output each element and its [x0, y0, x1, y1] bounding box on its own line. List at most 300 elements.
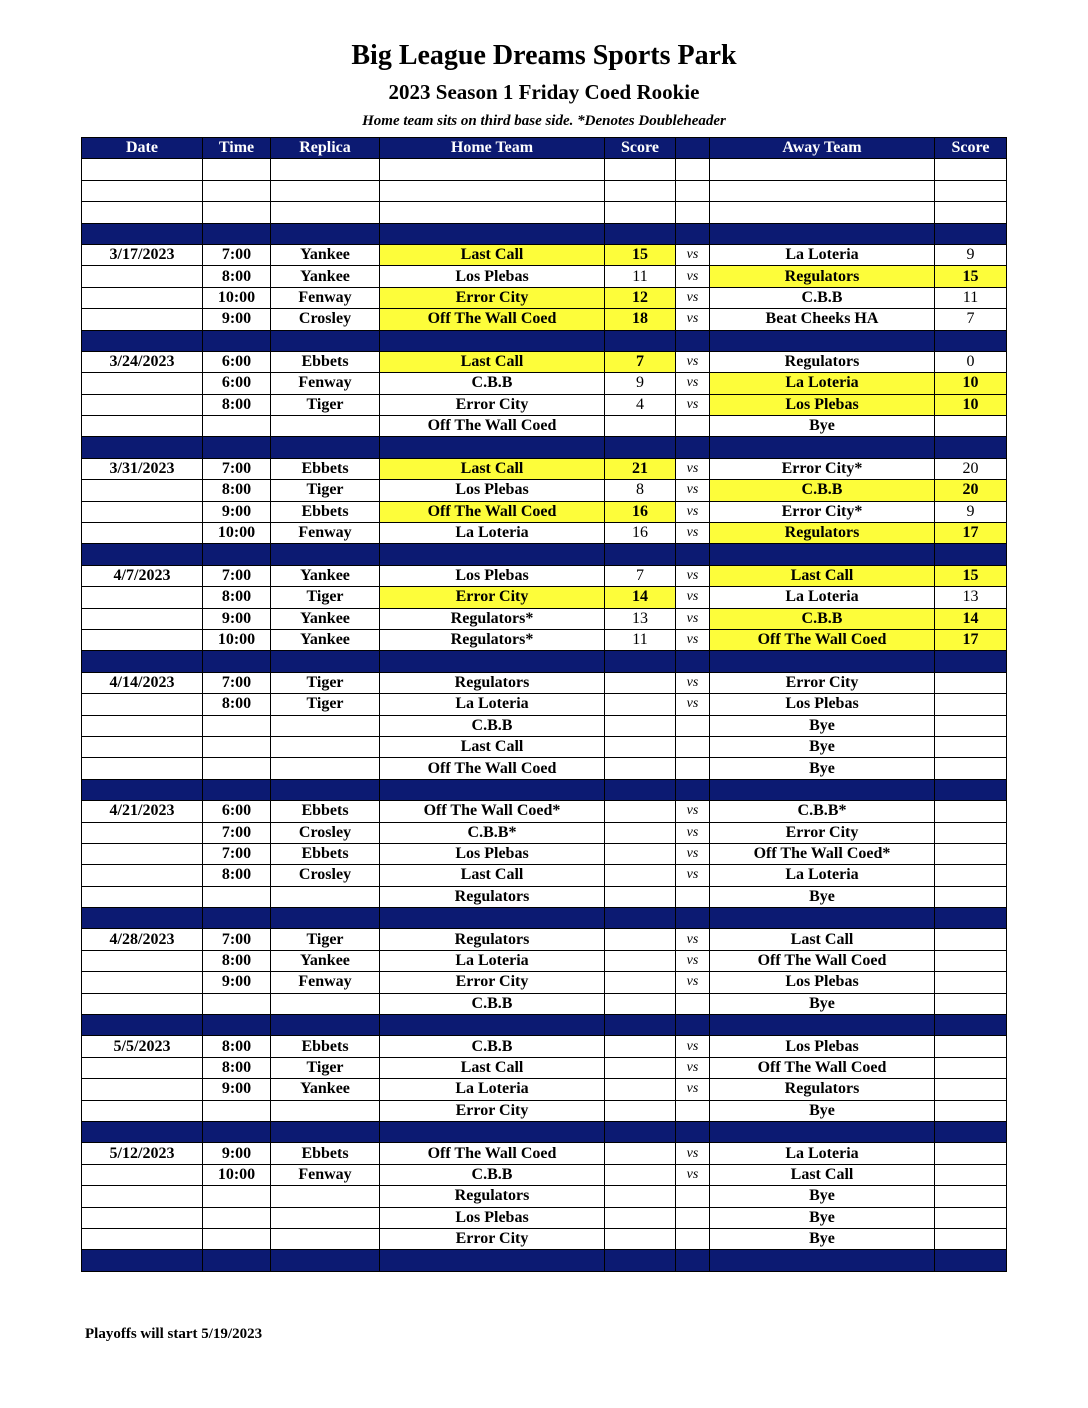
separator-cell	[710, 779, 935, 800]
replica-cell: Ebbets	[271, 351, 380, 372]
replica-cell: Tiger	[271, 1057, 380, 1078]
time-cell: 10:00	[203, 523, 271, 544]
separator-cell	[380, 779, 605, 800]
home-score-cell	[605, 843, 676, 864]
table-row	[82, 1143, 1007, 1164]
home-score-cell	[605, 715, 676, 736]
replica-cell	[271, 886, 380, 907]
vs-cell	[676, 758, 710, 779]
vs-cell: vs	[676, 523, 710, 544]
away-team-cell	[710, 202, 935, 223]
time-cell: 8:00	[203, 950, 271, 971]
table-row	[82, 886, 1007, 907]
separator-cell	[605, 330, 676, 351]
away-team-cell: Bye	[710, 993, 935, 1014]
away-score-cell: 14	[935, 608, 1007, 629]
date-cell: 4/14/2023	[82, 672, 203, 693]
week-separator-row	[82, 544, 1007, 565]
table-row	[82, 758, 1007, 779]
home-team-cell: La Loteria	[380, 694, 605, 715]
away-score-cell	[935, 672, 1007, 693]
away-score-cell: 9	[935, 244, 1007, 265]
replica-cell	[271, 993, 380, 1014]
separator-cell	[271, 651, 380, 672]
away-team-cell: Bye	[710, 416, 935, 437]
separator-cell	[380, 1015, 605, 1036]
home-score-cell: 15	[605, 244, 676, 265]
separator-cell	[676, 651, 710, 672]
home-team-cell: Off The Wall Coed	[380, 309, 605, 330]
time-cell	[203, 180, 271, 201]
date-cell: 3/31/2023	[82, 458, 203, 479]
replica-cell: Ebbets	[271, 843, 380, 864]
away-score-cell: 17	[935, 523, 1007, 544]
time-cell: 10:00	[203, 629, 271, 650]
replica-cell	[271, 159, 380, 180]
home-score-cell	[605, 1143, 676, 1164]
vs-cell: vs	[676, 501, 710, 522]
away-score-cell	[935, 950, 1007, 971]
separator-cell	[203, 223, 271, 244]
schedule-note: Home team sits on third base side. *Denotes Doubleheader	[362, 113, 726, 129]
time-cell: 6:00	[203, 801, 271, 822]
home-team-cell: Last Call	[380, 1057, 605, 1078]
home-team-cell: Off The Wall Coed	[380, 758, 605, 779]
date-cell	[82, 736, 203, 757]
separator-cell	[380, 908, 605, 929]
time-cell	[203, 1100, 271, 1121]
time-cell	[203, 758, 271, 779]
table-row	[82, 1100, 1007, 1121]
vs-cell: vs	[676, 608, 710, 629]
separator-cell	[605, 223, 676, 244]
away-team-cell: Error City	[710, 672, 935, 693]
time-cell: 7:00	[203, 244, 271, 265]
away-score-cell	[935, 159, 1007, 180]
date-cell	[82, 758, 203, 779]
time-cell: 8:00	[203, 865, 271, 886]
away-score-cell: 17	[935, 629, 1007, 650]
date-cell: 5/12/2023	[82, 1143, 203, 1164]
date-cell: 3/17/2023	[82, 244, 203, 265]
home-team-cell: Error City	[380, 287, 605, 308]
col-header-vs	[676, 138, 710, 159]
home-team-cell: Error City	[380, 587, 605, 608]
home-team-cell	[380, 202, 605, 223]
away-score-cell	[935, 886, 1007, 907]
separator-cell	[676, 1121, 710, 1142]
date-cell	[82, 202, 203, 223]
vs-cell	[676, 715, 710, 736]
away-score-cell	[935, 180, 1007, 201]
home-team-cell: Last Call	[380, 351, 605, 372]
replica-cell: Ebbets	[271, 501, 380, 522]
away-team-cell: Los Plebas	[710, 972, 935, 993]
vs-cell: vs	[676, 929, 710, 950]
week-separator-row	[82, 437, 1007, 458]
away-score-cell	[935, 202, 1007, 223]
table-row	[82, 1036, 1007, 1057]
away-team-cell: Los Plebas	[710, 394, 935, 415]
table-row	[82, 972, 1007, 993]
home-team-cell: Off The Wall Coed	[380, 1143, 605, 1164]
time-cell: 7:00	[203, 458, 271, 479]
home-score-cell: 8	[605, 480, 676, 501]
date-cell: 4/28/2023	[82, 929, 203, 950]
away-team-cell: Off The Wall Coed	[710, 950, 935, 971]
home-team-cell: C.B.B	[380, 1164, 605, 1185]
home-team-cell: Off The Wall Coed*	[380, 801, 605, 822]
vs-cell: vs	[676, 1057, 710, 1078]
vs-cell: vs	[676, 480, 710, 501]
away-score-cell: 20	[935, 458, 1007, 479]
date-cell	[82, 287, 203, 308]
away-score-cell: 9	[935, 501, 1007, 522]
away-score-cell	[935, 801, 1007, 822]
time-cell	[203, 1186, 271, 1207]
away-team-cell: C.B.B	[710, 480, 935, 501]
home-team-cell	[380, 180, 605, 201]
separator-cell	[676, 437, 710, 458]
separator-cell	[676, 908, 710, 929]
vs-cell: vs	[676, 351, 710, 372]
table-row	[82, 244, 1007, 265]
page-title: Big League Dreams Sports Park	[351, 40, 737, 71]
separator-cell	[271, 437, 380, 458]
replica-cell: Crosley	[271, 822, 380, 843]
away-team-cell: Last Call	[710, 565, 935, 586]
away-team-cell: La Loteria	[710, 865, 935, 886]
home-team-cell: Last Call	[380, 736, 605, 757]
time-cell: 8:00	[203, 394, 271, 415]
replica-cell: Fenway	[271, 373, 380, 394]
date-cell: 4/21/2023	[82, 801, 203, 822]
away-team-cell: Last Call	[710, 929, 935, 950]
away-team-cell: Off The Wall Coed	[710, 629, 935, 650]
separator-cell	[710, 1015, 935, 1036]
table-row	[82, 565, 1007, 586]
separator-cell	[935, 1015, 1007, 1036]
table-row	[82, 950, 1007, 971]
separator-cell	[380, 223, 605, 244]
away-team-cell: Bye	[710, 1207, 935, 1228]
blank-row	[82, 159, 1007, 180]
home-score-cell: 7	[605, 565, 676, 586]
home-team-cell: Error City	[380, 1100, 605, 1121]
separator-cell	[710, 1250, 935, 1271]
date-cell	[82, 715, 203, 736]
home-team-cell: Last Call	[380, 865, 605, 886]
away-team-cell	[710, 159, 935, 180]
time-cell: 8:00	[203, 480, 271, 501]
vs-cell: vs	[676, 266, 710, 287]
date-cell	[82, 587, 203, 608]
separator-cell	[935, 651, 1007, 672]
separator-cell	[203, 1121, 271, 1142]
home-team-cell: Regulators	[380, 886, 605, 907]
away-team-cell: Bye	[710, 886, 935, 907]
time-cell: 7:00	[203, 929, 271, 950]
separator-cell	[380, 651, 605, 672]
away-score-cell: 11	[935, 287, 1007, 308]
date-cell	[82, 993, 203, 1014]
time-cell	[203, 736, 271, 757]
time-cell: 7:00	[203, 565, 271, 586]
time-cell	[203, 202, 271, 223]
away-team-cell: La Loteria	[710, 587, 935, 608]
separator-cell	[82, 1250, 203, 1271]
away-team-cell: Regulators	[710, 266, 935, 287]
date-cell	[82, 180, 203, 201]
separator-cell	[271, 223, 380, 244]
home-team-cell: C.B.B	[380, 993, 605, 1014]
separator-cell	[203, 330, 271, 351]
date-cell	[82, 822, 203, 843]
date-cell	[82, 394, 203, 415]
table-row	[82, 1228, 1007, 1249]
away-score-cell: 7	[935, 309, 1007, 330]
replica-cell: Tiger	[271, 929, 380, 950]
separator-cell	[605, 651, 676, 672]
home-team-cell: Off The Wall Coed	[380, 501, 605, 522]
separator-cell	[203, 908, 271, 929]
replica-cell	[271, 180, 380, 201]
separator-cell	[380, 544, 605, 565]
away-team-cell: Regulators	[710, 1079, 935, 1100]
away-score-cell	[935, 865, 1007, 886]
table-row	[82, 351, 1007, 372]
table-row	[82, 1207, 1007, 1228]
away-score-cell	[935, 1143, 1007, 1164]
home-team-cell: C.B.B*	[380, 822, 605, 843]
home-score-cell: 4	[605, 394, 676, 415]
away-score-cell: 15	[935, 266, 1007, 287]
time-cell: 7:00	[203, 843, 271, 864]
vs-cell: vs	[676, 629, 710, 650]
replica-cell: Yankee	[271, 1079, 380, 1100]
home-score-cell	[605, 822, 676, 843]
table-row	[82, 993, 1007, 1014]
separator-cell	[676, 330, 710, 351]
time-cell: 10:00	[203, 1164, 271, 1185]
replica-cell: Ebbets	[271, 1036, 380, 1057]
home-score-cell	[605, 993, 676, 1014]
home-score-cell	[605, 1207, 676, 1228]
week-separator-row	[82, 223, 1007, 244]
time-cell: 6:00	[203, 351, 271, 372]
table-row	[82, 587, 1007, 608]
home-team-cell: La Loteria	[380, 523, 605, 544]
date-cell	[82, 865, 203, 886]
time-cell	[203, 886, 271, 907]
table-row	[82, 672, 1007, 693]
replica-cell: Yankee	[271, 565, 380, 586]
date-cell	[82, 159, 203, 180]
home-team-cell: C.B.B	[380, 1036, 605, 1057]
home-score-cell: 21	[605, 458, 676, 479]
away-score-cell	[935, 1036, 1007, 1057]
vs-cell: vs	[676, 822, 710, 843]
separator-cell	[605, 908, 676, 929]
vs-cell: vs	[676, 694, 710, 715]
home-score-cell	[605, 416, 676, 437]
home-score-cell	[605, 202, 676, 223]
away-team-cell	[710, 180, 935, 201]
vs-cell	[676, 1207, 710, 1228]
time-cell: 8:00	[203, 587, 271, 608]
time-cell: 10:00	[203, 287, 271, 308]
home-score-cell: 18	[605, 309, 676, 330]
home-score-cell: 9	[605, 373, 676, 394]
replica-cell	[271, 1186, 380, 1207]
vs-cell: vs	[676, 287, 710, 308]
date-cell	[82, 523, 203, 544]
separator-cell	[935, 223, 1007, 244]
replica-cell: Tiger	[271, 587, 380, 608]
separator-cell	[203, 544, 271, 565]
away-score-cell	[935, 1164, 1007, 1185]
separator-cell	[605, 1121, 676, 1142]
separator-cell	[935, 330, 1007, 351]
separator-cell	[710, 1121, 935, 1142]
date-cell	[82, 608, 203, 629]
separator-cell	[82, 908, 203, 929]
separator-cell	[710, 908, 935, 929]
vs-cell: vs	[676, 843, 710, 864]
table-row	[82, 715, 1007, 736]
away-score-cell	[935, 1079, 1007, 1100]
schedule-table	[81, 137, 1007, 1272]
home-score-cell	[605, 972, 676, 993]
home-score-cell	[605, 929, 676, 950]
date-cell	[82, 1057, 203, 1078]
away-team-cell: Los Plebas	[710, 1036, 935, 1057]
table-row	[82, 523, 1007, 544]
away-team-cell: Bye	[710, 1228, 935, 1249]
away-score-cell: 13	[935, 587, 1007, 608]
table-row	[82, 629, 1007, 650]
home-score-cell	[605, 1036, 676, 1057]
away-team-cell: C.B.B	[710, 287, 935, 308]
home-team-cell: La Loteria	[380, 1079, 605, 1100]
date-cell	[82, 416, 203, 437]
separator-cell	[82, 330, 203, 351]
time-cell	[203, 159, 271, 180]
vs-cell	[676, 416, 710, 437]
replica-cell: Yankee	[271, 629, 380, 650]
away-team-cell: Regulators	[710, 351, 935, 372]
week-separator-row	[82, 651, 1007, 672]
replica-cell: Tiger	[271, 672, 380, 693]
vs-cell: vs	[676, 565, 710, 586]
home-score-cell: 14	[605, 587, 676, 608]
replica-cell	[271, 715, 380, 736]
separator-cell	[710, 330, 935, 351]
table-row	[82, 1057, 1007, 1078]
playoffs-note: Playoffs will start 5/19/2023	[85, 1326, 263, 1342]
week-separator-row	[82, 1121, 1007, 1142]
table-row	[82, 822, 1007, 843]
away-score-cell	[935, 1228, 1007, 1249]
vs-cell	[676, 180, 710, 201]
away-team-cell: Beat Cheeks HA	[710, 309, 935, 330]
time-cell: 9:00	[203, 309, 271, 330]
away-score-cell	[935, 758, 1007, 779]
away-team-cell: Error City	[710, 822, 935, 843]
separator-cell	[203, 437, 271, 458]
time-cell	[203, 1228, 271, 1249]
table-row	[82, 1186, 1007, 1207]
separator-cell	[82, 1015, 203, 1036]
home-score-cell	[605, 736, 676, 757]
table-row	[82, 608, 1007, 629]
vs-cell	[676, 886, 710, 907]
away-score-cell: 10	[935, 373, 1007, 394]
vs-cell	[676, 1228, 710, 1249]
table-row	[82, 416, 1007, 437]
away-team-cell: Bye	[710, 1186, 935, 1207]
replica-cell	[271, 416, 380, 437]
separator-cell	[271, 1015, 380, 1036]
separator-cell	[710, 544, 935, 565]
date-cell: 5/5/2023	[82, 1036, 203, 1057]
home-score-cell	[605, 1228, 676, 1249]
separator-cell	[271, 908, 380, 929]
home-team-cell	[380, 159, 605, 180]
vs-cell: vs	[676, 1143, 710, 1164]
replica-cell: Ebbets	[271, 801, 380, 822]
date-cell	[82, 843, 203, 864]
vs-cell: vs	[676, 1164, 710, 1185]
time-cell	[203, 715, 271, 736]
table-row	[82, 287, 1007, 308]
table-row	[82, 373, 1007, 394]
away-team-cell: Error City*	[710, 501, 935, 522]
home-team-cell: Regulators	[380, 1186, 605, 1207]
replica-cell	[271, 1228, 380, 1249]
separator-cell	[935, 1250, 1007, 1271]
separator-cell	[710, 223, 935, 244]
date-cell	[82, 1186, 203, 1207]
table-row	[82, 309, 1007, 330]
col-header-replica: Replica	[271, 138, 380, 159]
table-row	[82, 266, 1007, 287]
date-cell	[82, 972, 203, 993]
time-cell: 8:00	[203, 266, 271, 287]
home-team-cell: Regulators*	[380, 608, 605, 629]
date-cell	[82, 501, 203, 522]
away-team-cell: Los Plebas	[710, 694, 935, 715]
separator-cell	[380, 1121, 605, 1142]
away-team-cell: C.B.B*	[710, 801, 935, 822]
away-score-cell	[935, 1207, 1007, 1228]
replica-cell: Tiger	[271, 394, 380, 415]
vs-cell: vs	[676, 373, 710, 394]
blank-row	[82, 180, 1007, 201]
vs-cell: vs	[676, 972, 710, 993]
week-separator-row	[82, 779, 1007, 800]
time-cell: 8:00	[203, 1036, 271, 1057]
date-cell	[82, 694, 203, 715]
time-cell: 6:00	[203, 373, 271, 394]
away-score-cell: 0	[935, 351, 1007, 372]
home-team-cell: Los Plebas	[380, 266, 605, 287]
home-team-cell: Error City	[380, 394, 605, 415]
vs-cell: vs	[676, 1036, 710, 1057]
home-score-cell	[605, 950, 676, 971]
home-score-cell	[605, 1100, 676, 1121]
vs-cell: vs	[676, 309, 710, 330]
